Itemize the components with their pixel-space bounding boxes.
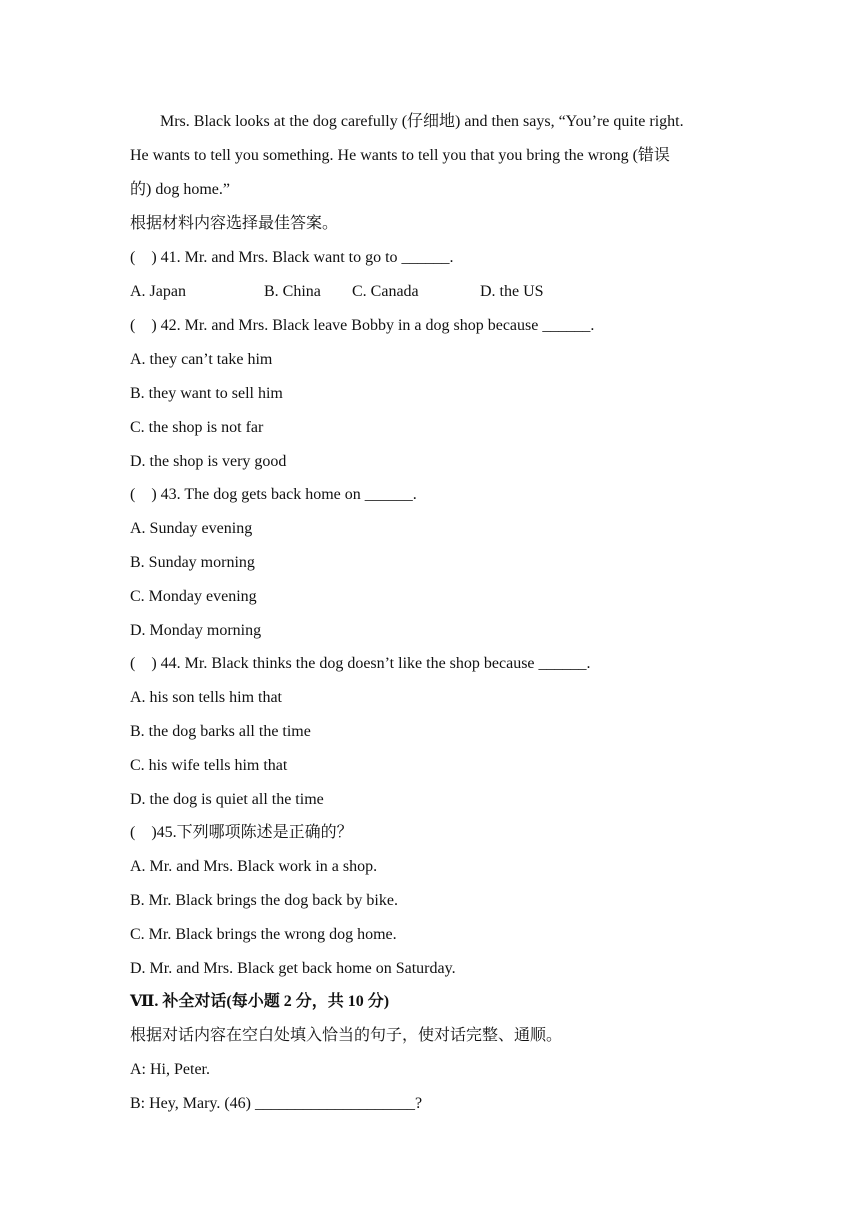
question-41-stem: ( ) 41. Mr. and Mrs. Black want to go to ______. <box>130 249 454 266</box>
option-41-c: C. Canada <box>352 283 419 300</box>
option-44-a: A. his son tells him that <box>130 689 282 706</box>
option-43-c: C. Monday evening <box>130 588 257 605</box>
passage-line-3: 的) dog home.” <box>130 181 230 198</box>
option-41-a: A. Japan <box>130 283 186 300</box>
section-7-instruction: 根据对话内容在空白处填入恰当的句子，使对话完整、通顺。 <box>130 1027 563 1044</box>
option-42-b: B. they want to sell him <box>130 385 283 402</box>
question-43-stem: ( ) 43. The dog gets back home on ______. <box>130 486 417 503</box>
option-42-a: A. they can’t take him <box>130 351 273 368</box>
option-43-b: B. Sunday morning <box>130 554 255 571</box>
question-45-stem: ( )45.下列哪项陈述是正确的？ <box>130 824 353 841</box>
dialogue-line-b: B: Hey, Mary. (46) ____________________? <box>130 1095 423 1112</box>
option-45-c: C. Mr. Black brings the wrong dog home. <box>130 926 397 943</box>
option-41-b: B. China <box>264 283 321 300</box>
passage-line-1: Mrs. Black looks at the dog carefully (仔细地) and then says, “You’re quite right. <box>160 113 684 130</box>
question-44-stem: ( ) 44. Mr. Black thinks the dog doesn’t like the shop because ______. <box>130 655 591 672</box>
question-42-stem: ( ) 42. Mr. and Mrs. Black leave Bobby in a dog shop because ______. <box>130 317 595 334</box>
question-41-options <box>130 282 730 302</box>
option-45-d: D. Mr. and Mrs. Black get back home on Saturday. <box>130 960 456 977</box>
section-7-heading: Ⅶ. 补全对话(每小题 2 分，共 10 分) <box>130 993 390 1010</box>
reading-instruction: 根据材料内容选择最佳答案。 <box>130 215 339 232</box>
option-44-c: C. his wife tells him that <box>130 757 288 774</box>
option-43-a: A. Sunday evening <box>130 520 253 537</box>
option-45-a: A. Mr. and Mrs. Black work in a shop. <box>130 858 378 875</box>
option-44-b: B. the dog barks all the time <box>130 723 311 740</box>
option-41-d: D. the US <box>480 283 544 300</box>
dialogue-line-a: A: Hi, Peter. <box>130 1061 210 1078</box>
passage-line-2: He wants to tell you something. He wants to tell you that you bring the wrong (错误 <box>130 147 670 164</box>
option-42-c: C. the shop is not far <box>130 419 264 436</box>
option-42-d: D. the shop is very good <box>130 453 287 470</box>
option-44-d: D. the dog is quiet all the time <box>130 791 324 808</box>
option-43-d: D. Monday morning <box>130 622 262 639</box>
option-45-b: B. Mr. Black brings the dog back by bike. <box>130 892 398 909</box>
